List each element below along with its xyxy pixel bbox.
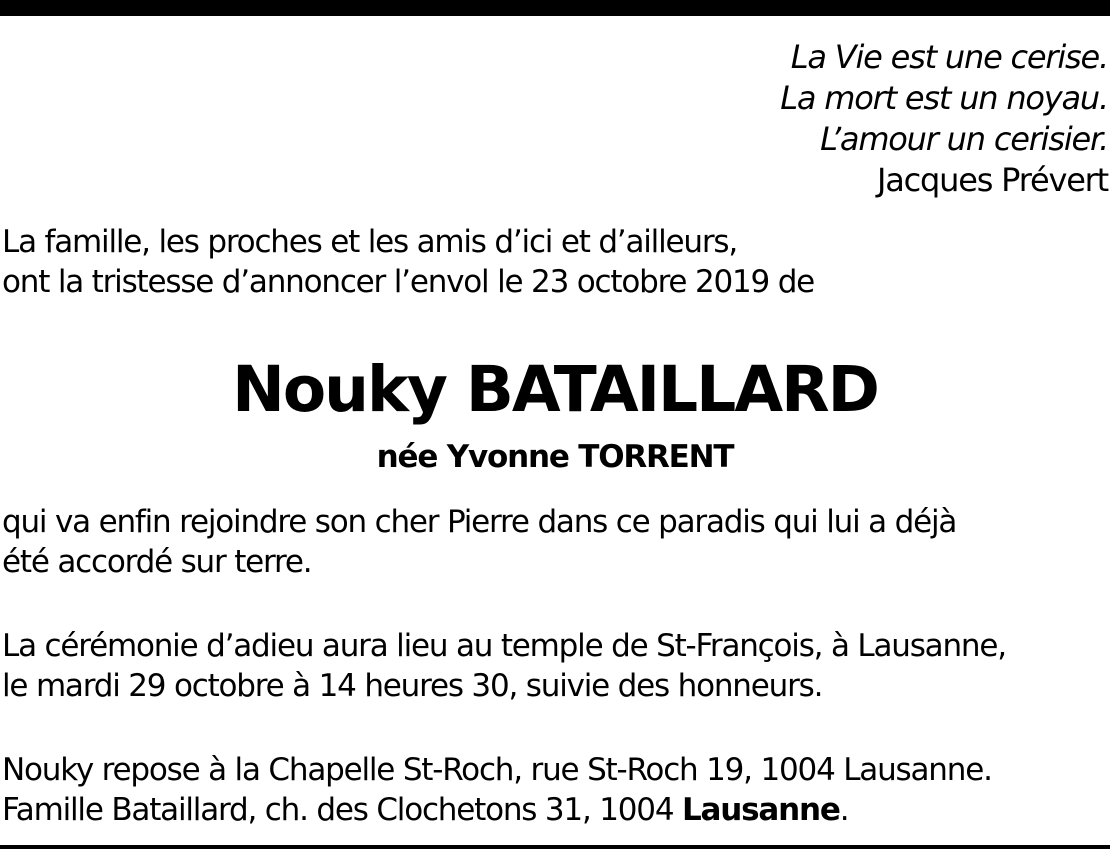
deceased-name: Nouky BATAILLARD (232, 353, 878, 426)
body-line: qui va enfin rejoindre son cher Pierre dans ce paradis qui lui a déjà (2, 504, 957, 540)
top-rule (0, 0, 1110, 16)
intro-line: La famille, les proches et les amis d’ici et d’ailleurs, (2, 224, 737, 260)
family-address-end: . (839, 792, 849, 828)
ceremony-line: le mardi 29 octobre à 14 heures 30, suivie des honneurs. (2, 668, 823, 704)
announcement-intro (2, 222, 1102, 302)
family-address-line (2, 790, 1102, 830)
quote-author: Jacques Prévert (877, 161, 1108, 199)
family-address: Famille Bataillard, ch. des Clochetons 31, 1004 (2, 792, 682, 828)
intro-line: ont la tristesse d’annoncer l’envol le 23 octobre 2019 de (2, 264, 815, 300)
quote-line: L’amour un cerisier. (820, 120, 1108, 158)
family-city: Lausanne (682, 792, 840, 828)
announcement-body (2, 502, 1102, 582)
bottom-rule (0, 845, 1110, 849)
ceremony-line: La cérémonie d’adieu aura lieu au temple de St-François, à Lausanne, (2, 628, 1006, 664)
maiden-name: née Yvonne TORRENT (376, 439, 734, 475)
quote-line: La mort est un noyau. (780, 79, 1108, 117)
repose-line: Nouky repose à la Chapelle St-Roch, rue St-Roch 19, 1004 Lausanne. (2, 752, 992, 788)
body-line: été accordé sur terre. (2, 544, 312, 580)
ceremony-details (2, 626, 1102, 706)
epigraph-quote (508, 37, 1108, 201)
contact-details (2, 750, 1102, 830)
quote-line: La Vie est une cerise. (790, 38, 1108, 76)
